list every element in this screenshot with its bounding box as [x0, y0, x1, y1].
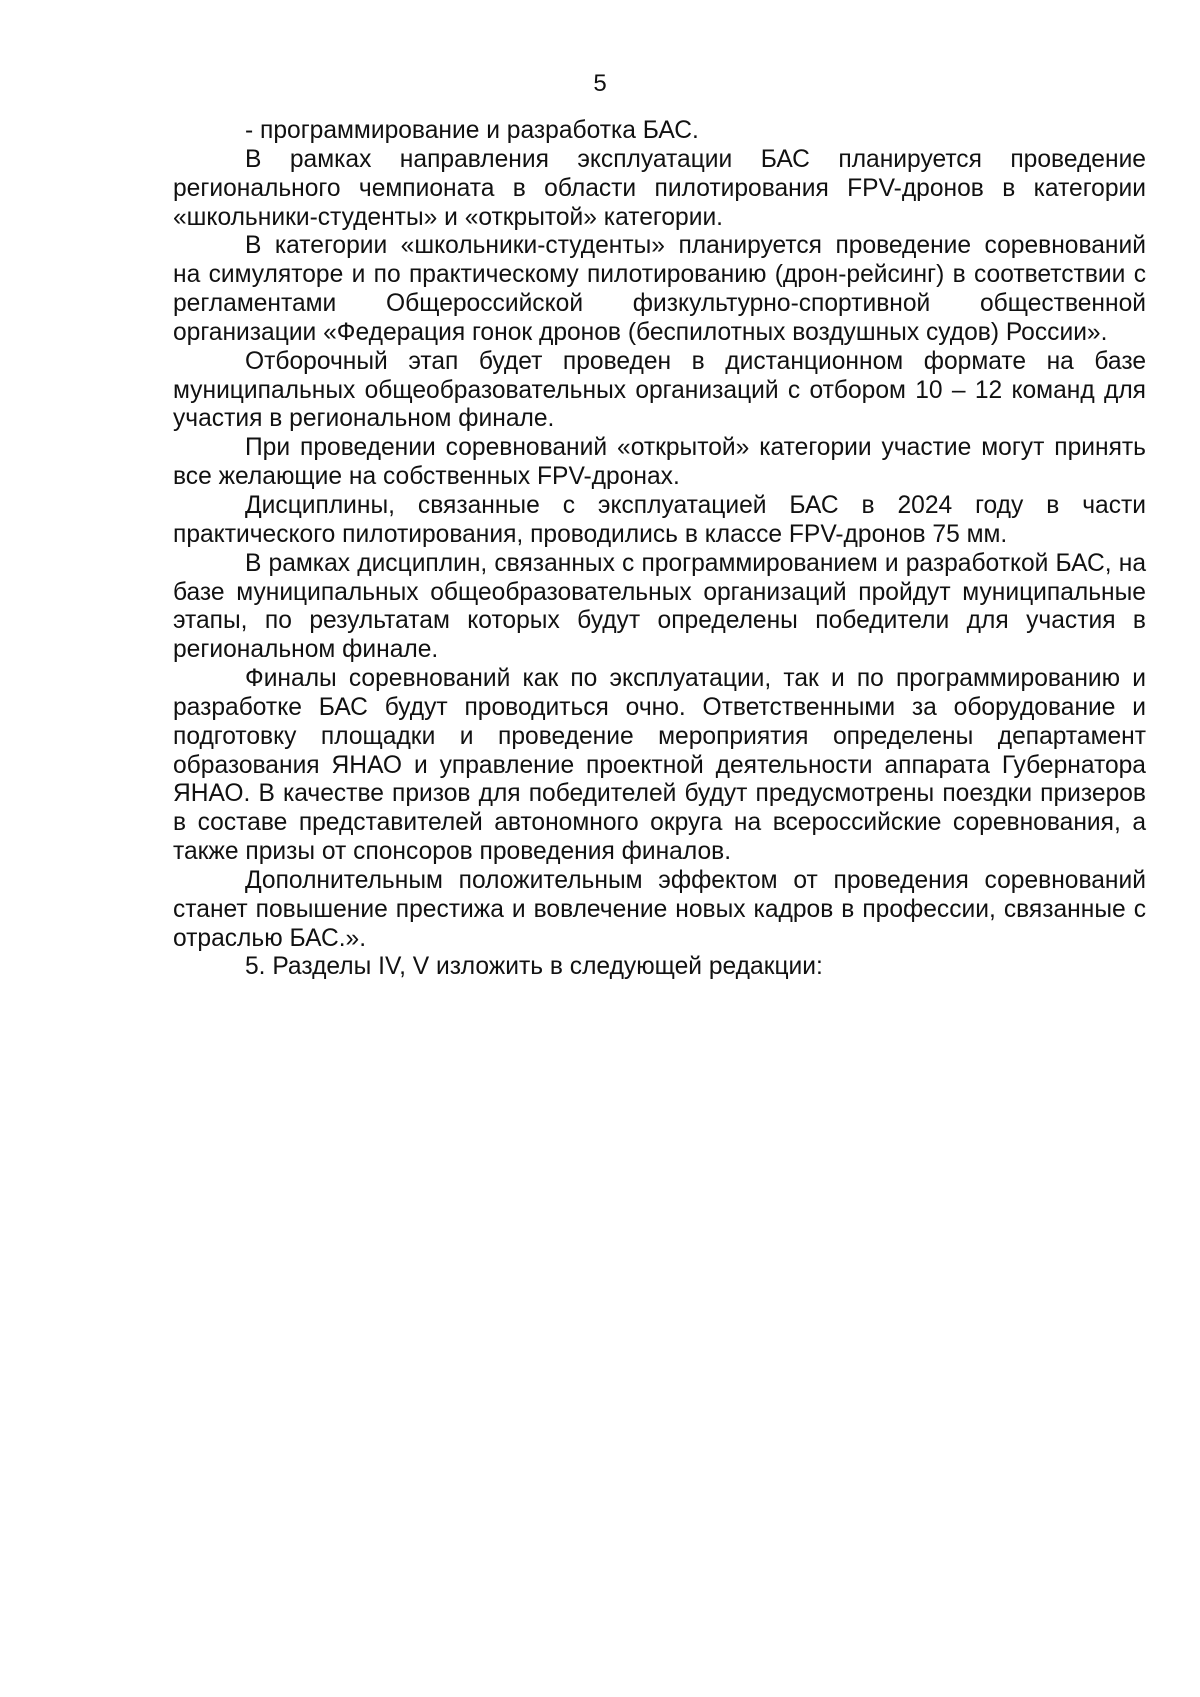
paragraph-additional-effect: Дополнительным положительным эффектом от проведения соревнований станет повышение престижа и вовлечение новых кадров в профессии, связанные с отраслью БАС.». [173, 866, 1146, 952]
paragraph-school-student-category: В категории «школьники-студенты» планируется проведение соревнований на симуляторе и по практическому пилотированию (дрон-рейсинг) в соответствии с регламентами Общероссийской физкультурно-спортивной общественной организации «Федерация гонок дронов (беспилотных воздушных судов) России». [173, 232, 1146, 346]
paragraph-operation-championship: В рамках направления эксплуатации БАС планируется проведение регионального чемпионата в области пилотирования FPV-дронов в категории «школьники-студенты» и «открытой» категории. [173, 145, 1146, 231]
page-number: 5 [593, 70, 607, 97]
paragraph-sections-amendment: 5. Разделы IV, V изложить в следующей редакции: [245, 953, 823, 981]
paragraph-open-category: При проведении соревнований «открытой» категории участие могут принять все желающие на собственных FPV-дронах. [173, 434, 1146, 491]
paragraph-finals: Финалы соревнований как по эксплуатации, так и по программированию и разработке БАС будут проводиться очно. Ответственными за оборудование и подготовку площадки и проведение мероприятия определены департамент образования ЯНАО и управление проектной деятельности аппарата Губернатора ЯНАО. В качестве призов для победителей будут предусмотрены поездки призеров в составе представителей автономного округа на всероссийские соревнования, а также призы от спонсоров проведения финалов. [173, 665, 1146, 866]
paragraph-programming-disciplines: В рамках дисциплин, связанных с программированием и разработкой БАС, на базе муниципальных общеобразовательных организаций пройдут муниципальные этапы, по результатам которых будут определены победители для участия в региональном финале. [173, 549, 1146, 664]
paragraph-qualifying-stage: Отборочный этап будет проведен в дистанционном формате на базе муниципальных общеобразовательных организаций с отбором 10 – 12 команд для участия в региональном финале. [173, 347, 1146, 433]
paragraph-list-item-programming: - программирование и разработка БАС. [245, 117, 699, 144]
paragraph-disciplines-2024: Дисциплины, связанные с эксплуатацией БАС в 2024 году в части практического пилотирования, проводились в классе FPV-дронов 75 мм. [173, 491, 1146, 548]
document-body [173, 117, 1146, 982]
